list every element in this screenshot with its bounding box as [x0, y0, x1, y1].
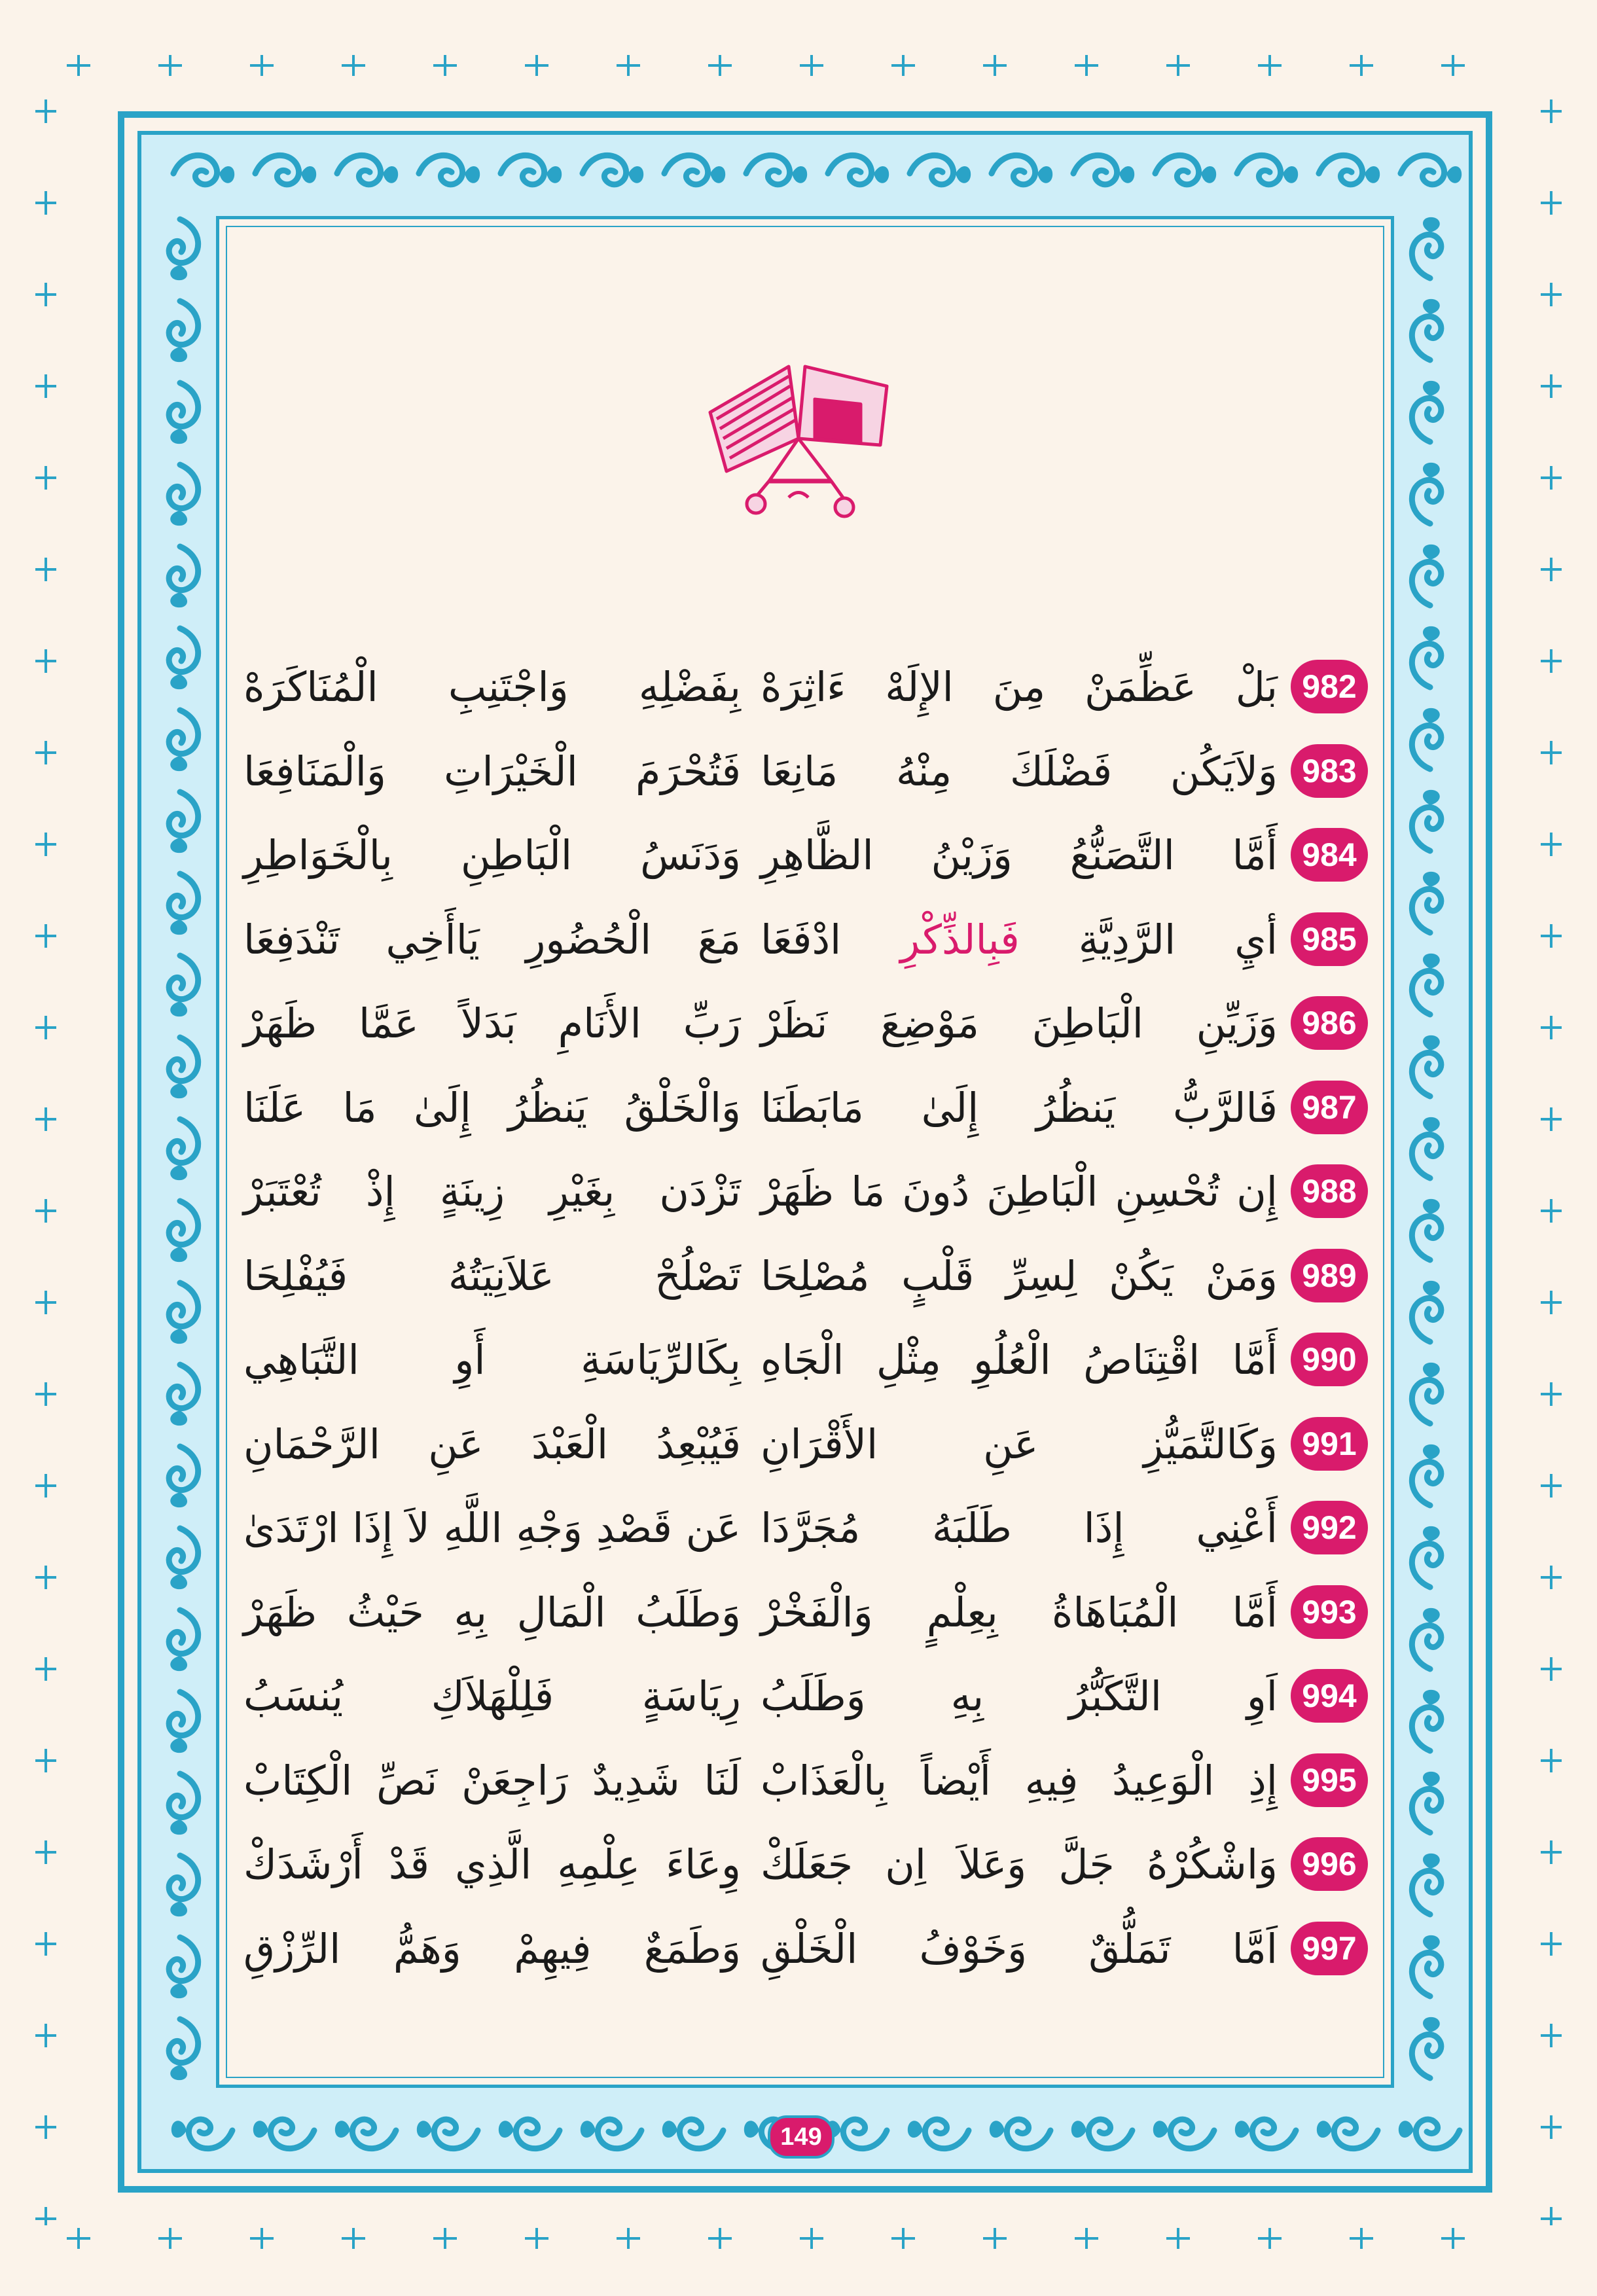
verse-first-hemistich: وَلاَيَكُن فَضْلَكَ مِنْهُ مَانِعَا: [761, 747, 1278, 795]
arabesque-motif: [1412, 1199, 1441, 1260]
guide-mark: [158, 2228, 182, 2249]
arabesque-motif: [169, 301, 198, 362]
arabesque-motif: [169, 465, 198, 526]
guide-mark: [1441, 2228, 1465, 2249]
verse-first-hemistich: اَوِ التَّكَبُّرُ بِهِ وَطَلَبُ: [761, 1672, 1278, 1720]
arabesque-motif: [990, 2119, 1050, 2149]
arabesque-motif: [169, 1201, 198, 1262]
hemistich-text: ادْفَعَا: [761, 915, 842, 963]
guide-mark: [983, 2228, 1007, 2249]
guide-mark: [35, 374, 56, 398]
verse-second-hemistich: وَطَلَبُ الْمَالِ بِهِ حَيْثُ ظَهَرْ: [243, 1588, 741, 1636]
verse-second-hemistich: وَدَنَسُ الْبَاطِنِ بِالْخَوَاطِرِ: [243, 831, 741, 879]
arabesque-motif: [1317, 2119, 1378, 2149]
guide-mark: [342, 2228, 365, 2249]
verse-first-hemistich: أَمَّا التَّصَنُّعُ وَزَيْنُ الظَّاهِرِ: [761, 831, 1278, 879]
verse-first-hemistich: أَمَّا الْمُبَاهَاةُ بِعِلْمٍ وَالْفَخْرْ: [761, 1588, 1278, 1636]
arabesque-motif: [169, 1365, 198, 1426]
arabesque-motif: [169, 874, 198, 935]
arabesque-motif: [1412, 1526, 1441, 1587]
arabesque-motif: [255, 155, 316, 185]
guide-mark: [35, 1474, 56, 1498]
guide-mark: [1541, 1016, 1562, 1039]
verse-number-badge: 984: [1291, 828, 1368, 882]
guide-mark: [891, 55, 915, 76]
verse-second-hemistich: رَبِّ الأَنَامِ بَدَلاً عَمَّا ظَهَرْ: [243, 999, 741, 1047]
guide-mark: [1541, 1199, 1562, 1223]
arabesque-motif: [1237, 155, 1298, 185]
verse-first-hemistich: إِذِ الْوَعِيدُ فِيهِ أَيْضاً بِالْعَذَابْ: [761, 1756, 1278, 1804]
verse-number-badge: 990: [1291, 1333, 1368, 1386]
arabesque-motif: [746, 155, 807, 185]
verse-row: [236, 816, 1374, 901]
guide-mark: [1541, 558, 1562, 581]
verse-first-hemistich: فَالرَّبُّ يَنظُرُ إِلَىٰ مَابَطَنَا: [761, 1083, 1278, 1132]
guide-mark: [525, 2228, 548, 2249]
verse-second-hemistich: تَزْدَن بِغَيْرِ زِينَةٍ إِذْ تُعْتَبَرْ: [243, 1168, 741, 1215]
verse-second-hemistich: فَتُحْرَمَ الْخَيْرَاتِ وَالْمَنَافِعَا: [243, 747, 741, 795]
verse-number-badge: 987: [1291, 1081, 1368, 1134]
verse-number-badge: 986: [1291, 996, 1368, 1050]
arabesque-motif: [1073, 155, 1134, 185]
verse-number-badge: 991: [1291, 1417, 1368, 1471]
verse-number-badge: 982: [1291, 660, 1368, 713]
guide-mark: [1441, 55, 1465, 76]
guide-mark: [158, 55, 182, 76]
guide-mark: [67, 55, 90, 76]
verse-number-badge: 983: [1291, 744, 1368, 798]
guide-mark: [1541, 1382, 1562, 1406]
arabesque-motif: [992, 155, 1052, 185]
verse-number-badge: 994: [1291, 1669, 1368, 1723]
arabesque-motif: [253, 2119, 314, 2149]
verse-first-hemistich: إِن تُحْسِنِ الْبَاطِنَ دُونَ مَا ظَهَرْ: [761, 1168, 1278, 1215]
guide-mark: [35, 99, 56, 123]
arabesque-motif: [169, 710, 198, 771]
verse-number-badge: 996: [1291, 1837, 1368, 1891]
arabesque-motif: [581, 2119, 641, 2149]
arabesque-motif: [337, 155, 398, 185]
bottom-guide-marks: [65, 2225, 1532, 2251]
verse-row: [236, 1489, 1374, 1573]
verse-row: [236, 1405, 1374, 1490]
arabesque-motif: [826, 2119, 887, 2149]
guide-mark: [1350, 55, 1373, 76]
guide-mark: [1541, 191, 1562, 215]
arabesque-motif: [419, 155, 480, 185]
verse-row: [236, 1657, 1374, 1742]
arabesque-motif: [1412, 1854, 1441, 1914]
arabesque-motif: [173, 155, 234, 185]
verse-second-hemistich: فَيُبْعِدُ الْعَبْدَ عَنِ الرَّحْمَانِ: [243, 1420, 741, 1468]
guide-mark: [35, 1016, 56, 1039]
arabesque-motif: [499, 2119, 560, 2149]
verse-second-hemistich: وَالْخَلْقُ يَنظُرُ إِلَىٰ مَا عَلَنَا: [243, 1083, 741, 1132]
guide-mark: [983, 55, 1007, 76]
arabesque-motif: [1412, 1117, 1441, 1178]
guide-mark: [35, 1107, 56, 1131]
guide-mark: [617, 2228, 640, 2249]
guide-mark: [250, 55, 274, 76]
guide-mark: [891, 2228, 915, 2249]
verse-second-hemistich: بِفَضْلِهِ وَاجْتَنِبِ الْمُنَاكَرَهْ: [243, 663, 741, 711]
verse-first-hemistich: وَكَالتَّمَيُّزِ عَنِ الأَقْرَانِ: [761, 1420, 1278, 1468]
arabesque-motif: [1155, 155, 1216, 185]
guide-mark: [1541, 2115, 1562, 2139]
verse-number-badge: 988: [1291, 1164, 1368, 1218]
verse-row: [236, 1321, 1374, 1405]
guide-mark: [1541, 99, 1562, 123]
guide-mark: [35, 1840, 56, 1864]
guide-mark: [35, 2024, 56, 2047]
arabesque-motif: [169, 628, 198, 689]
highlighted-word: فَبِالذِّكْرِ: [900, 915, 1020, 963]
verse-row: [236, 1742, 1374, 1826]
verse-row: [236, 984, 1374, 1069]
guide-mark: [800, 2228, 823, 2249]
arabesque-motif: [1412, 217, 1441, 278]
guide-mark: [1541, 924, 1562, 948]
arabesque-motif: [501, 155, 562, 185]
arabesque-motif: [1412, 790, 1441, 851]
guide-mark: [35, 1932, 56, 1956]
guide-mark: [1541, 2024, 1562, 2047]
guide-mark: [35, 2207, 56, 2225]
arabesque-motif: [169, 1692, 198, 1753]
guide-mark: [35, 1566, 56, 1589]
verse-row: [236, 901, 1374, 985]
arabesque-motif: [1071, 2119, 1132, 2149]
arabesque-motif: [1412, 872, 1441, 933]
guide-mark: [35, 1291, 56, 1314]
verse-row: [236, 1910, 1374, 1994]
guide-mark: [433, 55, 457, 76]
verse-row: [236, 1573, 1374, 1658]
arabesque-motif: [169, 383, 198, 444]
left-guide-marks: [33, 98, 59, 2225]
verse-first-hemistich: أَعْنِي إِذَا طَلَبَهُ مُجَرَّدَا: [761, 1504, 1278, 1552]
verse-first-hemistich: بَلْ عَظِّمَنْ مِنَ الإِلَهْ ءَاثِرَهْ: [761, 663, 1278, 711]
verse-second-hemistich: بِكَالرِّيَاسَةِ أَوِ التَّبَاهِي: [243, 1336, 741, 1384]
arabesque-motif: [1412, 2017, 1441, 2078]
verse-second-hemistich: لَنَا شَدِيدٌ رَاجِعَنْ نَصِّ الْكِتَابْ: [243, 1756, 741, 1804]
guide-mark: [1541, 833, 1562, 856]
arabesque-motif: [169, 547, 198, 607]
arabesque-motif: [1412, 1935, 1441, 1996]
arabesque-motif: [169, 1119, 198, 1180]
arabesque-motif: [828, 155, 889, 185]
guide-mark: [35, 924, 56, 948]
arabesque-motif: [169, 1037, 198, 1098]
guide-mark: [1541, 466, 1562, 490]
guide-mark: [525, 55, 548, 76]
guide-mark: [1541, 1657, 1562, 1681]
arabesque-motif: [1319, 155, 1380, 185]
arabesque-motif: [910, 155, 971, 185]
verse-row: [236, 648, 1374, 732]
arabesque-motif: [171, 2119, 232, 2149]
verse-number-badge: 995: [1291, 1753, 1368, 1807]
arabesque-motif: [583, 155, 643, 185]
arabesque-motif: [1412, 299, 1441, 360]
guide-mark: [35, 1199, 56, 1223]
guide-mark: [1541, 1107, 1562, 1131]
guide-mark: [35, 283, 56, 306]
guide-mark: [1541, 741, 1562, 764]
guide-mark: [800, 55, 823, 76]
guide-mark: [1258, 55, 1282, 76]
arabesque-motif: [662, 2119, 723, 2149]
arabesque-motif: [169, 956, 198, 1016]
arabesque-motif: [417, 2119, 478, 2149]
arabesque-motif: [1412, 381, 1441, 442]
arabesque-motif: [335, 2119, 396, 2149]
guide-mark: [35, 833, 56, 856]
verse-second-hemistich: تَصْلُحْ عَلاَنِيَتُهُ فَيُفْلِحَا: [243, 1251, 741, 1300]
verse-second-hemistich: وِعَاءَ عِلْمِهِ الَّذِي قَدْ أَرْشَدَكْ: [243, 1840, 741, 1888]
arabesque-motif: [1412, 1281, 1441, 1342]
guide-mark: [35, 741, 56, 764]
guide-mark: [35, 2115, 56, 2139]
arabesque-motif: [664, 155, 725, 185]
verse-row: [236, 1069, 1374, 1153]
arabesque-motif: [169, 1283, 198, 1344]
arabesque-motif: [169, 1610, 198, 1671]
open-book-on-stand-icon: [691, 340, 906, 524]
guide-mark: [1541, 1932, 1562, 1956]
verse-row: [236, 1825, 1374, 1910]
arabesque-motif: [1153, 2119, 1214, 2149]
verse-row: [236, 732, 1374, 817]
verse-number-badge: 989: [1291, 1249, 1368, 1302]
verse-second-hemistich: مَعَ الْحُضُورِ يَاأَخِي تَنْدَفِعَا: [243, 915, 741, 963]
verse-first-hemistich: وَاشْكُرْهُ جَلَّ وَعَلاَ اِن جَعَلَكْ: [761, 1840, 1278, 1888]
arabesque-motif: [1412, 708, 1441, 769]
page-number: 149: [768, 2115, 834, 2159]
verse-second-hemistich: وَطَمَعٌ فِيهِمْ وَهَمُّ الرِّزْقِ: [243, 1924, 741, 1973]
verse-second-hemistich: رِيَاسَةٍ فَلِلْهَلاَكِ يُنسَبُ: [243, 1672, 741, 1720]
guide-mark: [1075, 2228, 1098, 2249]
guide-mark: [35, 649, 56, 673]
guide-mark: [67, 2228, 90, 2249]
arabesque-motif: [1412, 626, 1441, 687]
guide-mark: [35, 1382, 56, 1406]
arabesque-motif: [169, 1774, 198, 1835]
guide-mark: [342, 55, 365, 76]
verse-second-hemistich: عَن قَصْدِ وَجْهِ اللَّهِ لاَ إِذَا ارْتَدَىٰ: [243, 1504, 741, 1552]
arabesque-motif: [1412, 1690, 1441, 1751]
guide-mark: [1541, 1474, 1562, 1498]
verse-number-badge: 992: [1291, 1501, 1368, 1554]
guide-mark: [1166, 55, 1190, 76]
arabesque-motif: [1412, 1035, 1441, 1096]
guide-mark: [708, 55, 732, 76]
guide-mark: [35, 191, 56, 215]
arabesque-motif: [1412, 463, 1441, 524]
guide-mark: [1541, 1566, 1562, 1589]
guide-mark: [1166, 2228, 1190, 2249]
hemistich-text: أيِ الرَّدِيَّةِ: [1078, 915, 1278, 963]
guide-mark: [35, 558, 56, 581]
arabesque-motif: [1399, 2119, 1460, 2149]
verse-first-hemistich: أَمَّا اقْتِنَاصُ الْعُلُوِ مِثْلِ الْجَاهِ: [761, 1336, 1278, 1384]
guide-mark: [35, 1749, 56, 1772]
guide-mark: [1075, 55, 1098, 76]
guide-mark: [617, 55, 640, 76]
arabesque-motif: [1412, 1772, 1441, 1833]
verse-number-badge: 993: [1291, 1585, 1368, 1639]
arabesque-motif: [169, 219, 198, 280]
arabesque-motif: [1412, 1444, 1441, 1505]
arabesque-motif: [169, 2019, 198, 2080]
guide-mark: [1350, 2228, 1373, 2249]
arabesque-motif: [1412, 954, 1441, 1014]
guide-mark: [1541, 1840, 1562, 1864]
guide-mark: [708, 2228, 732, 2249]
guide-mark: [1541, 1291, 1562, 1314]
guide-mark: [1541, 374, 1562, 398]
guide-mark: [1258, 2228, 1282, 2249]
arabesque-motif: [1235, 2119, 1296, 2149]
verse-list: [236, 648, 1374, 1994]
arabesque-motif: [169, 1528, 198, 1589]
guide-mark: [250, 2228, 274, 2249]
guide-mark: [35, 466, 56, 490]
verse-first-hemistich: [761, 907, 1278, 973]
guide-mark: [35, 1657, 56, 1681]
guide-mark: [1541, 2207, 1562, 2225]
arabesque-motif: [908, 2119, 969, 2149]
arabesque-motif: [169, 1856, 198, 1916]
verse-row: [236, 1237, 1374, 1321]
verse-first-hemistich: وَزَيِّنِ الْبَاطِنَ مَوْضِعَ نَظَرْ: [761, 999, 1278, 1047]
guide-mark: [1541, 649, 1562, 673]
arabesque-motif: [1412, 1363, 1441, 1424]
right-guide-marks: [1538, 98, 1564, 2225]
guide-mark: [1541, 1749, 1562, 1772]
arabesque-motif: [1412, 1608, 1441, 1669]
guide-mark: [1541, 283, 1562, 306]
arabesque-motif: [1412, 545, 1441, 605]
verse-first-hemistich: اَمَّا تَمَلُّقٌ وَخَوْفُ الْخَلْقِ: [761, 1924, 1278, 1973]
verse-number-badge: 997: [1291, 1922, 1368, 1975]
arabesque-motif: [169, 1937, 198, 1998]
guide-mark: [433, 2228, 457, 2249]
arabesque-motif: [1401, 155, 1462, 185]
arabesque-motif: [169, 1446, 198, 1507]
verse-row: [236, 1153, 1374, 1237]
arabesque-motif: [169, 792, 198, 853]
verse-number-badge: 985: [1291, 912, 1368, 966]
top-guide-marks: [65, 52, 1532, 79]
verse-first-hemistich: وَمَنْ يَكُنْ لِسِرِّ قَلْبٍ مُصْلِحَا: [761, 1251, 1278, 1300]
